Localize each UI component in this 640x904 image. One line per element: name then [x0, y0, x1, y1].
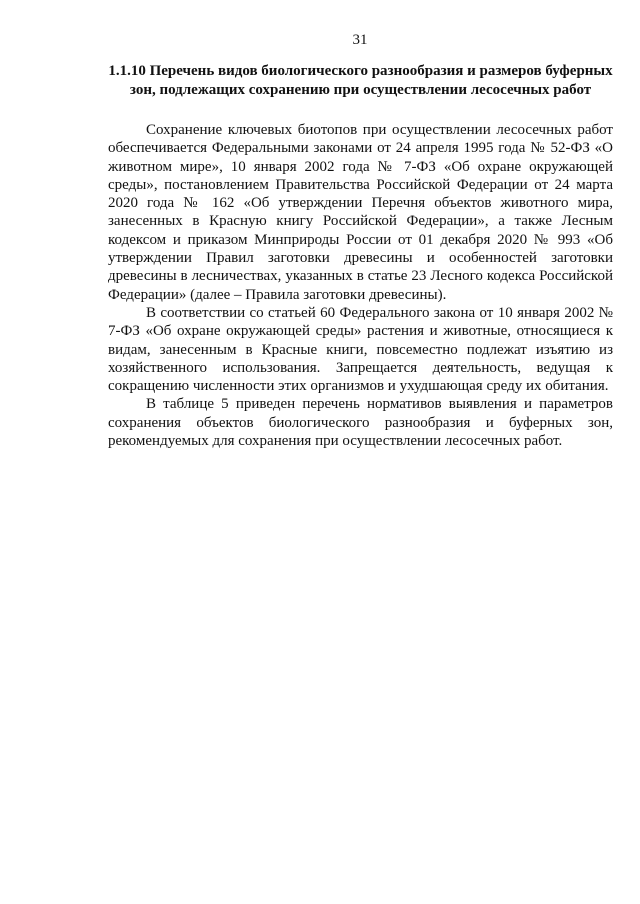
- paragraph-biotopes-legislation: Сохранение ключевых биотопов при осуществлении лесосечных работ обеспечивается Федеральными законами от 24 апреля 1995 года № 52-ФЗ «О животном мире», 10 января 2002 года № 7-ФЗ «Об охране окружающей среды», постановлением Правительства Российской Федерации от 24 марта 2020 года № 162 «Об утверждении Перечня объектов животного мира, занесенных в Красную книгу Российской Федерации», а также Лесным кодексом и приказом Минприроды России от 01 декабря 2020 № 993 «Об утверждении Правил заготовки древесины и особенностей заготовки древесины в лесничествах, указанных в статье 23 Лесного кодекса Российской Федерации» (далее – Правила заготовки древесины).: [108, 122, 613, 303]
- body-text: [108, 121, 613, 450]
- paragraph-red-book-species: В соответствии со статьей 60 Федерального закона от 10 января 2002 № 7-ФЗ «Об охране окружающей среды» растения и животные, относящиеся к видам, занесенным в Красные книги, повсеместно подлежат изъятию из хозяйственного использования. Запрещается деятельность, ведущая к сокращению численности этих организмов и ухудшающая среду их обитания.: [108, 304, 613, 395]
- paragraph-table-reference: В таблице 5 приведен перечень нормативов выявления и параметров сохранения объектов биологического разнообразия и буферных зон, рекомендуемых для сохранения при осуществлении лесосечных работ.: [108, 396, 613, 450]
- page-number: 31: [352, 32, 368, 48]
- section-title: 1.1.10 Перечень видов биологического разнообразия и размеров буферных зон, подлежащих сохранению при осуществлении лесосечных работ: [108, 63, 613, 98]
